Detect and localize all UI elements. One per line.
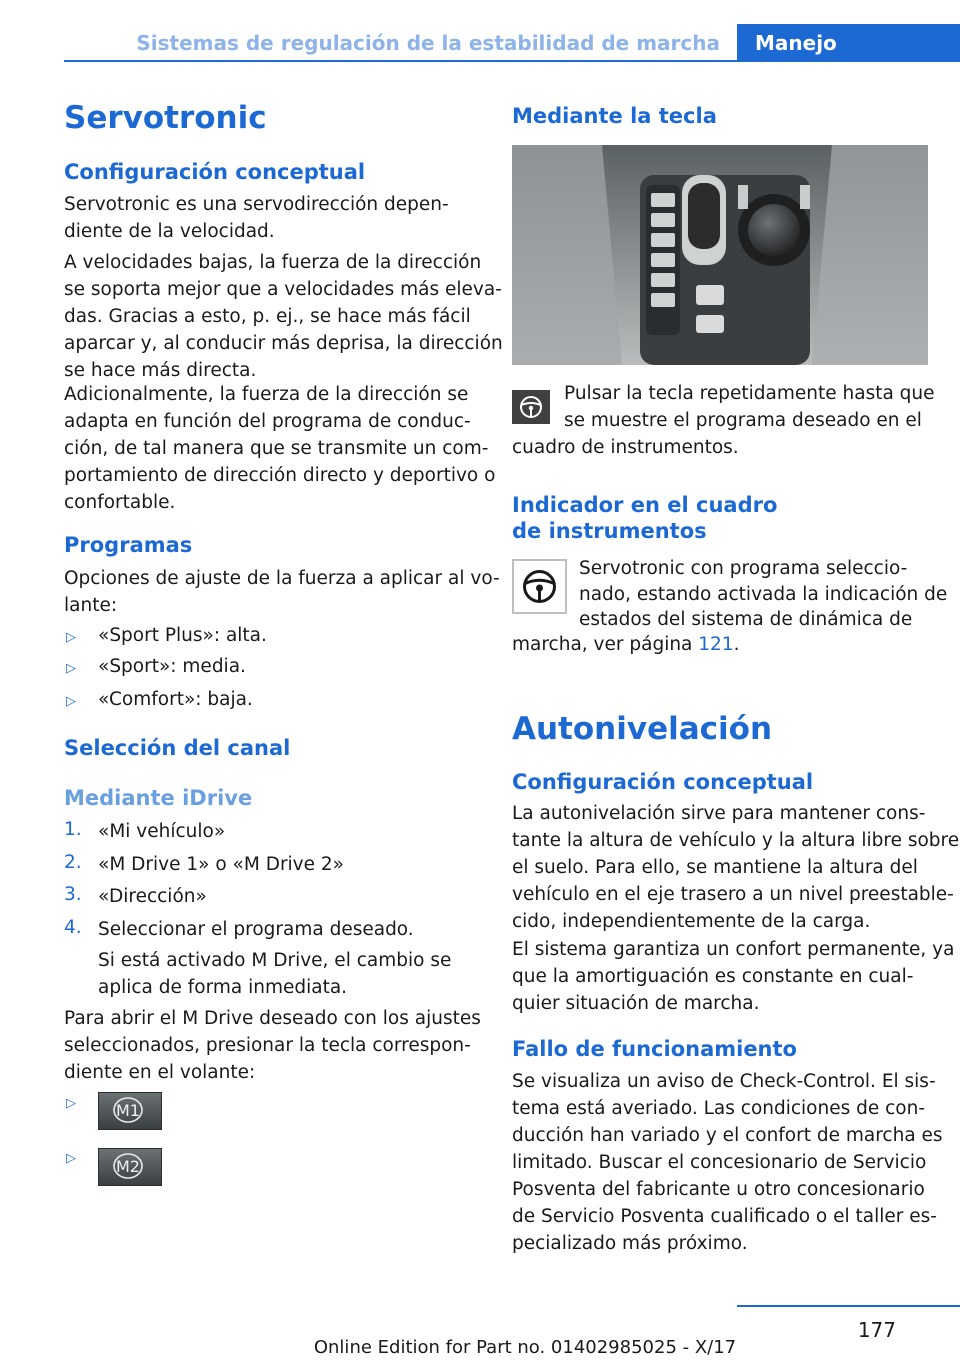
step-text: «Mi vehículo»	[98, 821, 226, 842]
programs-intro: Opciones de ajuste de la fuerza a aplicar al vo- lante:	[64, 568, 500, 616]
svg-text:M2: M2	[116, 1157, 140, 1176]
indicator-text-4: marcha, ver página 121.	[512, 634, 740, 655]
paragraph-2: A velocidades bajas, la fuerza de la dirección se soporta mejor que a velocidades más eleva- das. Gracias a esto, p. ej., se hace más fácil aparcar y, al conducir más deprisa, la dirección se hace más directa.	[64, 252, 503, 381]
steering-wheel-indicator-icon	[512, 559, 567, 614]
bullet-icon: ▷	[66, 661, 76, 676]
center-console-photo	[512, 145, 928, 365]
step-text: «M Drive 1» o «M Drive 2»	[98, 854, 344, 875]
edition-footer: Online Edition for Part no. 01402985025 - X/17	[313, 1337, 737, 1358]
list-item: «Comfort»: baja.	[98, 689, 253, 710]
indicator-heading-2: de instrumentos	[512, 519, 707, 543]
key-text-3: cuadro de instrumentos.	[512, 437, 739, 458]
fault-heading: Fallo de funcionamiento	[512, 1037, 797, 1061]
paragraph-5: El sistema garantiza un confort permanente, ya que la amortiguación es constante en cual- quier situación de marcha.	[512, 939, 955, 1014]
mdrive-paragraph: Para abrir el M Drive deseado con los ajustes seleccionados, presionar la tecla correspon- diente en el volante:	[64, 1008, 481, 1083]
m2-button-image	[98, 1148, 162, 1186]
idrive-heading: Mediante iDrive	[64, 786, 253, 810]
indicator-text-2: nado, estando activada la indicación de	[579, 584, 948, 605]
indicator-text-3: estados del sistema de dinámica de	[579, 609, 913, 630]
indicator-heading-1: Indicador en el cuadro	[512, 493, 778, 517]
footer-rule	[737, 1305, 960, 1307]
step-number: 3.	[64, 884, 82, 905]
key-text-1: Pulsar la tecla repetidamente hasta que	[564, 383, 935, 404]
svg-text:M1: M1	[116, 1101, 140, 1120]
bullet-icon: ▷	[66, 1151, 76, 1166]
programs-heading: Programas	[64, 533, 193, 557]
step-number: 1.	[64, 819, 82, 840]
list-item: «Sport Plus»: alta.	[98, 625, 267, 646]
steering-wheel-key-icon	[512, 390, 550, 424]
concept2-heading: Configuración conceptual	[512, 770, 814, 794]
header-rule	[64, 60, 960, 62]
step-4-note: Si está activado M Drive, el cambio se aplica de forma inmediata.	[98, 950, 452, 998]
step-number: 2.	[64, 852, 82, 873]
paragraph-3: Adicionalmente, la fuerza de la dirección se adapta en función del programa de conduc- ción, de tal manera que se transmite un com- portamiento de dirección directo y deportivo o confortable.	[64, 384, 496, 513]
step-text: «Dirección»	[98, 886, 207, 907]
bullet-icon: ▷	[66, 630, 76, 645]
paragraph-1: Servotronic es una servodirección depen- diente de la velocidad.	[64, 194, 449, 242]
key-text-2: se muestre el programa deseado en el	[564, 410, 922, 431]
page-number: 177	[857, 1318, 896, 1342]
list-item: «Sport»: media.	[98, 656, 246, 677]
bullet-icon: ▷	[66, 1096, 76, 1111]
chapter-tab: Manejo	[737, 24, 960, 62]
key-heading: Mediante la tecla	[512, 104, 717, 128]
m1-button-image	[98, 1092, 162, 1130]
selection-heading: Selección del canal	[64, 736, 291, 760]
bullet-icon: ▷	[66, 694, 76, 709]
paragraph-6: Se visualiza un aviso de Check-Control. El sis- tema está averiado. Las condiciones de con- ducción han variado y el confort de marcha es limitado. Buscar el concesionario de Servicio Posventa del fabricante u otro concesionario de Servicio Posventa cualificado o el taller es- pecializado más próximo.	[512, 1071, 943, 1254]
running-header-section: Sistemas de regulación de la estabilidad de marcha	[136, 31, 720, 55]
autonivelacion-title: Autonivelación	[512, 711, 773, 747]
servotronic-title: Servotronic	[64, 100, 267, 136]
page-reference-link[interactable]: 121	[698, 634, 734, 655]
step-text: Seleccionar el programa deseado.	[98, 919, 414, 940]
paragraph-4: La autonivelación sirve para mantener cons- tante la altura de vehículo y la altura libre sobre el suelo. Para ello, se mantiene la altura del vehículo en el eje trasero a un nivel preestable- cido, independientemente de la carga.	[512, 803, 960, 932]
step-number: 4.	[64, 917, 82, 938]
indicator-text-1: Servotronic con programa seleccio-	[579, 558, 908, 579]
concept-heading: Configuración conceptual	[64, 160, 366, 184]
